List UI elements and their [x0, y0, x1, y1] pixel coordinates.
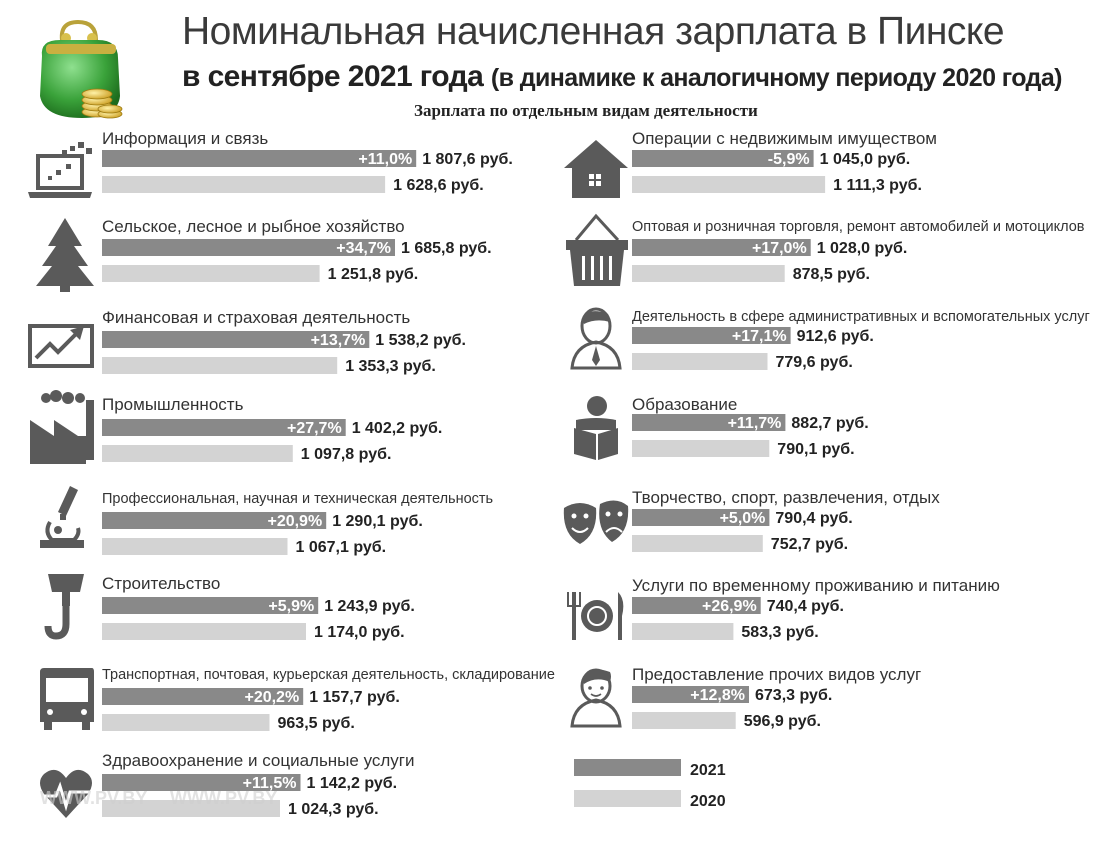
value-label-2020: 583,3 руб.	[741, 624, 819, 641]
plate-cutlery-icon	[568, 592, 623, 640]
microscope-icon	[40, 486, 84, 548]
change-label: +5,9%	[268, 598, 315, 615]
value-label-2021: 1 290,1 руб.	[332, 513, 423, 530]
change-label: +34,7%	[336, 240, 391, 257]
category-label: Услуги по временному проживанию и питанию	[632, 576, 1000, 595]
change-label: +11,5%	[242, 775, 297, 792]
change-label: +11,7%	[727, 415, 782, 432]
bar-2020	[632, 265, 785, 282]
value-label-2021: 790,4 руб.	[775, 510, 853, 527]
value-label-2021: 1 142,2 руб.	[306, 775, 398, 792]
value-label-2021: 1 157,7 руб.	[309, 689, 400, 706]
legend-swatch-2021	[574, 759, 681, 776]
value-label-2020: 1 353,3 руб.	[345, 358, 436, 375]
value-label-2020: 779,6 руб.	[775, 354, 853, 371]
bar-2020	[102, 623, 306, 640]
bar-2020	[632, 440, 769, 457]
page-title: Номинальная начисленная зарплата в Пинске	[182, 10, 1005, 53]
value-label-2020: 1 174,0 руб.	[314, 624, 405, 641]
factory-icon	[30, 390, 94, 464]
category-label: Оптовая и розничная торговля, ремонт автомобилей и мотоциклов	[632, 219, 1085, 235]
bar-2020	[102, 265, 320, 282]
theater-masks-icon	[564, 500, 628, 544]
title-comparison: (в динамике к аналогичному периоду 2020 года)	[490, 64, 1062, 92]
value-label-2020: 878,5 руб.	[792, 266, 870, 283]
change-label: +13,7%	[310, 332, 366, 349]
change-label: +26,9%	[701, 598, 757, 615]
crane-hook-icon	[48, 574, 84, 636]
change-label: +27,7%	[286, 420, 342, 437]
legend-swatch-2020	[574, 790, 681, 807]
change-label: +20,2%	[244, 689, 300, 706]
category-label: Транспортная, почтовая, курьерская деятельность, складирование	[102, 667, 555, 683]
title-date: в сентябре 2021 года	[182, 60, 484, 93]
category-label: Информация и связь	[102, 129, 269, 148]
value-label-2021: 1 402,2 руб.	[351, 420, 443, 437]
category-label: Здравоохранение и социальные услуги	[102, 751, 415, 770]
category-label: Финансовая и страховая деятельность	[102, 308, 411, 327]
change-label: +12,8%	[690, 687, 745, 704]
bar-2020	[102, 538, 288, 555]
bar-2020	[102, 714, 270, 731]
value-label-2021: 1 538,2 руб.	[375, 332, 466, 349]
tree-icon	[36, 218, 94, 292]
change-label: +20,9%	[267, 513, 323, 530]
person-icon	[572, 669, 620, 726]
change-label: +17,1%	[731, 328, 787, 345]
category-label: Деятельность в сфере административных и вспомогательных услуг	[632, 309, 1090, 325]
value-label-2021: 740,4 руб.	[766, 598, 844, 615]
house-icon	[564, 140, 628, 198]
change-label: +5,0%	[719, 510, 766, 527]
value-label-2021: 1 243,9 руб.	[324, 598, 415, 615]
bar-2020	[102, 445, 293, 462]
legend-label-2020: 2020	[690, 793, 726, 810]
value-label-2021: 882,7 руб.	[791, 415, 869, 432]
value-label-2021: 1 045,0 руб.	[819, 151, 911, 168]
category-label: Образование	[632, 395, 738, 414]
value-label-2021: 1 807,6 руб.	[422, 151, 513, 168]
reader-icon	[574, 396, 618, 460]
value-label-2020: 1 628,6 руб.	[393, 177, 484, 194]
category-label: Предоставление прочих видов услуг	[632, 665, 922, 684]
value-label-2020: 790,1 руб.	[777, 441, 855, 458]
growth-chart-icon	[30, 326, 92, 366]
legend	[574, 759, 726, 810]
bar-2020	[632, 623, 733, 640]
value-label-2021: 1 028,0 руб.	[816, 240, 908, 257]
value-label-2021: 1 685,8 руб.	[401, 240, 492, 257]
value-label-2020: 1 067,1 руб.	[295, 539, 387, 556]
value-label-2020: 1 111,3 руб.	[833, 177, 922, 194]
category-label: Строительство	[102, 574, 221, 593]
bar-2020	[102, 176, 385, 193]
value-label-2021: 673,3 руб.	[755, 687, 833, 704]
bar-2020	[632, 535, 763, 552]
value-label-2020: 596,9 руб.	[743, 713, 821, 730]
change-label: +11,0%	[358, 151, 413, 168]
bar-2020	[632, 712, 736, 729]
category-label: Сельское, лесное и рыбное хозяйство	[102, 217, 405, 236]
value-label-2020: 1 251,8 руб.	[327, 266, 419, 283]
category-label: Творчество, спорт, развлечения, отдых	[632, 488, 940, 507]
bar-2020	[632, 176, 825, 193]
category-label: Профессиональная, научная и техническая деятельность	[102, 491, 494, 507]
watermark: WWW.PV.BY	[170, 788, 278, 808]
laptop-icon	[28, 142, 92, 198]
businessman-icon	[572, 309, 620, 368]
bar-2020	[632, 353, 768, 370]
watermark: WWW.PV.BY	[40, 788, 148, 808]
category-label: Операции с недвижимым имуществом	[632, 129, 937, 148]
value-label-2020: 752,7 руб.	[770, 536, 849, 553]
value-label-2020: 1 097,8 руб.	[300, 446, 392, 463]
basket-icon	[566, 216, 628, 286]
value-label-2021: 912,6 руб.	[796, 328, 874, 345]
chart-subtitle: Зарплата по отдельным видам деятельности	[414, 101, 758, 120]
value-label-2020: 963,5 руб.	[277, 715, 355, 732]
bus-icon	[40, 668, 94, 730]
legend-label-2021: 2021	[690, 762, 726, 779]
bar-2020	[102, 357, 337, 374]
change-label: -5,9%	[767, 151, 810, 168]
change-label: +17,0%	[751, 240, 807, 257]
category-label: Промышленность	[102, 395, 244, 414]
value-label-2020: 1 024,3 руб.	[288, 801, 379, 818]
